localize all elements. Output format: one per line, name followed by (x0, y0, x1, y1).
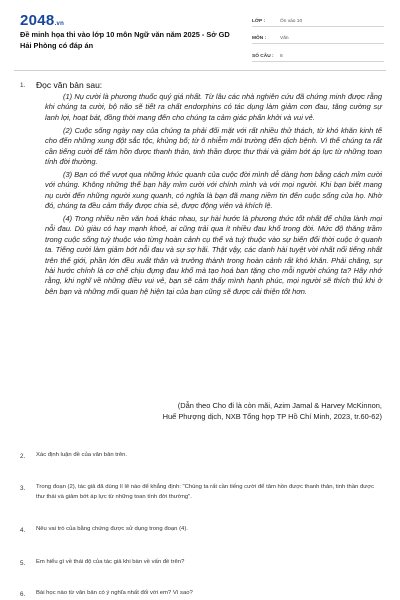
question-4-text: Nêu vai trò của bằng chứng được sử dụng trong đoạn (4). (36, 526, 188, 532)
question-6-text: Bài học nào từ văn bản có ý nghĩa nhất đối với em? Vì sao? (36, 590, 193, 596)
meta-row-subject (252, 31, 384, 45)
meta-label-subject: MÔN : (252, 36, 267, 41)
header-divider (14, 70, 386, 71)
source-line-2: Huế Phượng dịch, NXB Tổng hợp TP Hồ Chí Minh, 2023, tr.60-62) (162, 411, 382, 421)
site-logo[interactable] (20, 12, 64, 29)
meta-value-count: 8 (280, 53, 283, 59)
document-title: Đề minh họa thi vào lớp 10 môn Ngữ văn năm 2025 - Sở GD Hải Phòng có đáp án (20, 30, 230, 50)
reading-passage (45, 92, 382, 300)
meta-info (252, 13, 384, 66)
passage-paragraph-1: (1) Nụ cười là phương thuốc quý giá nhất. Từ lâu các nhà nghiên cứu đã chứng minh được rằng khi chúng ta cười, bộ não sẽ tiết ra chất endorphins có tác dụng làm giảm cơn đau, tăng cường sự lanh lợi, hoạt bát, đồng thời mang đến cho chúng ta cảm giác phấn khởi và vui vẻ. (45, 92, 382, 122)
question-number-6: 6. (20, 591, 26, 598)
question-number-1: 1. (20, 82, 26, 89)
question-number-4: 4. (20, 527, 26, 534)
passage-paragraph-4: (4) Trong nhiều nền văn hoá khác nhau, sự hài hước là phương thức tốt nhất để chữa lành mọi nỗi đau. Dù giàu có hay mạnh khoẻ, ai cũng trải qua ít nhiều đau khổ trong đời. Mức độ thăng trầm trong cuộc sống tuỳ thuộc vào từng hoàn cảnh cụ thể và tuỳ thuộc vào sự biến đổi thời cuộc ở quanh ta. Tiếng cười làm giảm bớt nỗi đau và sự sợ hãi. Thật vậy, các danh hài tuyệt vời nhất nổi tiếng nhất trên thế giới, phần lớn đều xuất thân và trưởng thành trong hoàn cảnh rất khó khăn. Phải chăng, sự hài hước chính là cơ chế chịu đựng đau khổ mà tạo hoá ban tặng cho mỗi người chúng ta? Hãy nhớ rằng, khi nghĩ về những điều vui vẻ, bạn sẽ cảm thấy mình hạnh phúc, mọi người sẽ thích thú khi ở bên bạn và những mối quan hệ hiện tại của bạn cũng sẽ được cải thiện tốt hơn. (45, 213, 382, 296)
logo-sub: .vn (54, 21, 65, 27)
question-5-text: Em hiểu gì về thái độ của tác giả khi bàn về vấn đề trên? (36, 559, 185, 565)
meta-value-subject: Văn (280, 36, 289, 41)
logo-main: 2048 (20, 12, 55, 29)
page-header (0, 0, 400, 68)
question-number-3: 3. (20, 485, 26, 492)
meta-row-class (252, 13, 384, 27)
question-number-5: 5. (20, 560, 26, 567)
meta-label-count: SỐ CÂU : (252, 53, 274, 59)
source-line-1: (Dẫn theo Cho đi là còn mãi, Azim Jamal & Harvey McKinnon, (177, 401, 382, 410)
question-1-title: Đọc văn bản sau: (36, 80, 103, 90)
question-3-text: Trong đoạn (2), tác giả đã dùng lí lẽ nào để khẳng định: "Chúng ta rất cần tiếng cười để tâm hồn được thanh thản, tinh thần được thư thái và giảm bớt áp lực từ những toan tính đời thường". (36, 484, 375, 500)
question-2-text: Xác định luận đề của văn bản trên. (36, 452, 128, 458)
passage-source (45, 401, 382, 422)
meta-row-count (252, 48, 384, 62)
meta-value-class: Ôn vào 10 (280, 18, 303, 24)
meta-label-class: LỚP : (252, 18, 266, 24)
question-number-2: 2. (20, 453, 26, 460)
passage-paragraph-3: (3) Bạn có thể vượt qua những khúc quanh của cuộc đời mình dễ dàng hơn bằng cách mỉm cười với chúng. Không những thế bạn hãy mỉm cười với chính mình và với mọi người. Khi bạn biết mang nụ cười đến những người xung quanh, có nghĩa là bạn đã mang niềm tin đến cuộc sống của họ. Nhờ đó, chúng ta đều cảm thấy được chia sẻ, được động viên và khích lệ. (45, 169, 382, 211)
passage-paragraph-2: (2) Cuộc sống ngày nay của chúng ta phải đối mặt với rất nhiều thử thách, từ khó khăn kinh tế cho đến những xung đột sắc tộc, khủng bố; từ ô nhiễm môi trường đến dịch bệnh. Vì thế chúng ta rất cần tiếng cười để tâm hồn được thanh thản, tinh thần được thư thái và giảm bớt áp lực từ những toan tính đời thường. (45, 125, 382, 166)
